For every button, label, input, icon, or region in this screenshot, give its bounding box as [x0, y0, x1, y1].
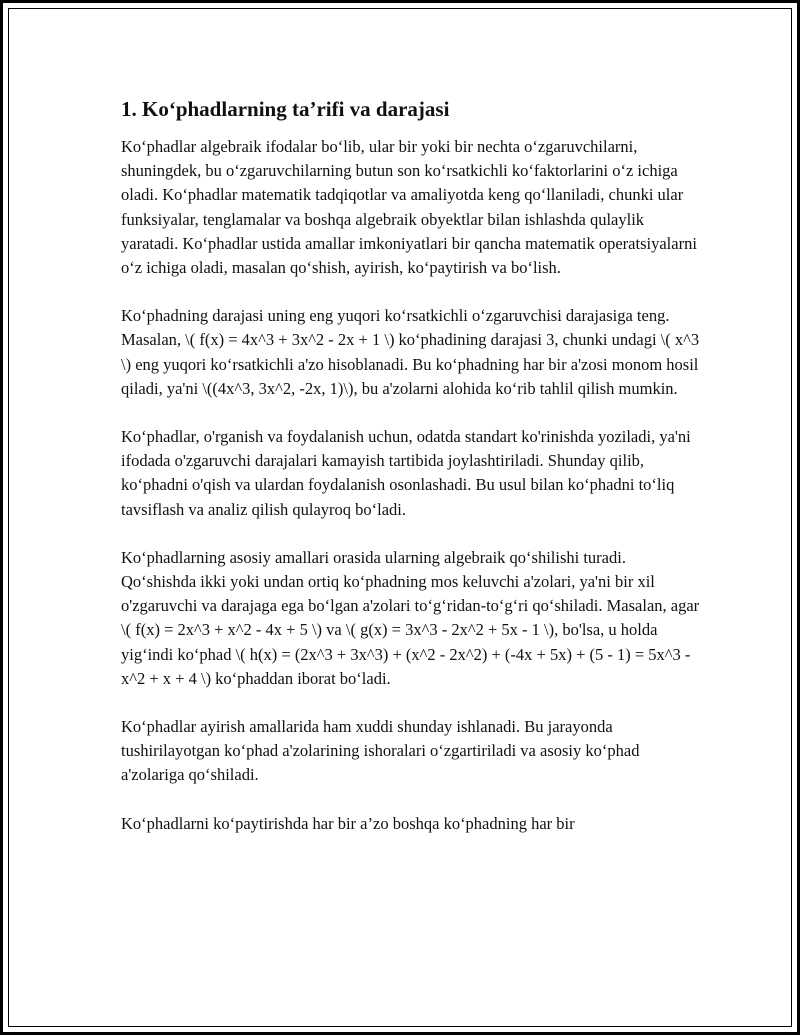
- paragraph-addition: Ko‘phadlarning asosiy amallari orasida ularning algebraik qo‘shilishi turadi. Qo‘shishda ikki yoki undan ortiq ko‘phadning mos keluvchi a'zolari, ya'ni bir xil o'zgaruvchi va darajaga ega bo‘lgan a'zolari to‘g‘ridan-to‘g‘ri qo‘shiladi. Masalan, agar \( f(x) = 2x^3 + x^2 - 4x + 5 \) va \( g(x) = 3x^3 - 2x^2 + 5x - 1 \), bo'lsa, u holda yig‘indi ko‘phad \( h(x) = (2x^3 + 3x^3) + (x^2 - 2x^2) + (-4x + 5x) + (5 - 1) = 5x^3 - x^2 + x + 4 \) ko‘phaddan iborat bo‘ladi.: [121, 547, 700, 688]
- paragraph-standard-form: Ko‘phadlar, o'rganish va foydalanish uchun, odatda standart ko'rinishda yoziladi, ya'ni ifodada o'zgaruvchi darajalari kamayish tartibida joylashtiriladi. Shunday qilib, ko‘phadni o'qish va ulardan foydalanish osonlashadi. Bu usul bilan ko‘phadni to‘liq tavsiflash va analiz qilish qulayroq bo‘ladi.: [121, 427, 691, 519]
- paragraph-definition: Ko‘phadlar algebraik ifodalar bo‘lib, ular bir yoki bir nechta o‘zgaruvchilarni, shuningdek, bu o‘zgaruvchilarning butun son ko‘rsatkichli ko‘faktorlarini o‘z ichiga oladi. Ko‘phadlar matematik tadqiqotlar va amaliyotda keng qo‘llaniladi, chunki ular funksiyalar, tenglamalar va boshqa algebraik obyektlar bilan ishlashda qulaylik yaratadi. Ko‘phadlar ustida amallar imkoniyatlari bir qancha matematik operatsiyalarni o‘z ichiga oladi, masalan qo‘shish, ayirish, ko‘paytirish va bo‘lish.: [121, 137, 697, 278]
- paragraph-degree: Ko‘phadning darajasi uning eng yuqori ko‘rsatkichli o‘zgaruvchisi darajasiga teng. Masalan, \( f(x) = 4x^3 + 3x^2 - 2x + 1 \) ko‘phadining darajasi 3, chunki undagi \( x^3 \) eng yuqori ko‘rsatkichli a'zo hisoblanadi. Bu ko‘phadning har bir a'zosi monom hosil qiladi, ya'ni \((4x^3, 3x^2, -2x, 1)\), bu a'zolarni alohida ko‘rib tahlil qilish mumkin.: [121, 306, 700, 398]
- document-body: [121, 95, 701, 836]
- section-heading: 1. Ko‘phadlarning ta’rifi va darajasi: [121, 97, 450, 121]
- paragraph-subtraction: Ko‘phadlar ayirish amallarida ham xuddi shunday ishlanadi. Bu jarayonda tushirilayotgan ko‘phad a'zolarining ishoralari o‘zgartiriladi va asosiy ko‘phad a'zolariga qo‘shiladi.: [121, 717, 640, 785]
- paragraph-multiplication: Ko‘phadlarni ko‘paytirishda har bir a’zo boshqa ko‘phadning har bir: [121, 813, 575, 833]
